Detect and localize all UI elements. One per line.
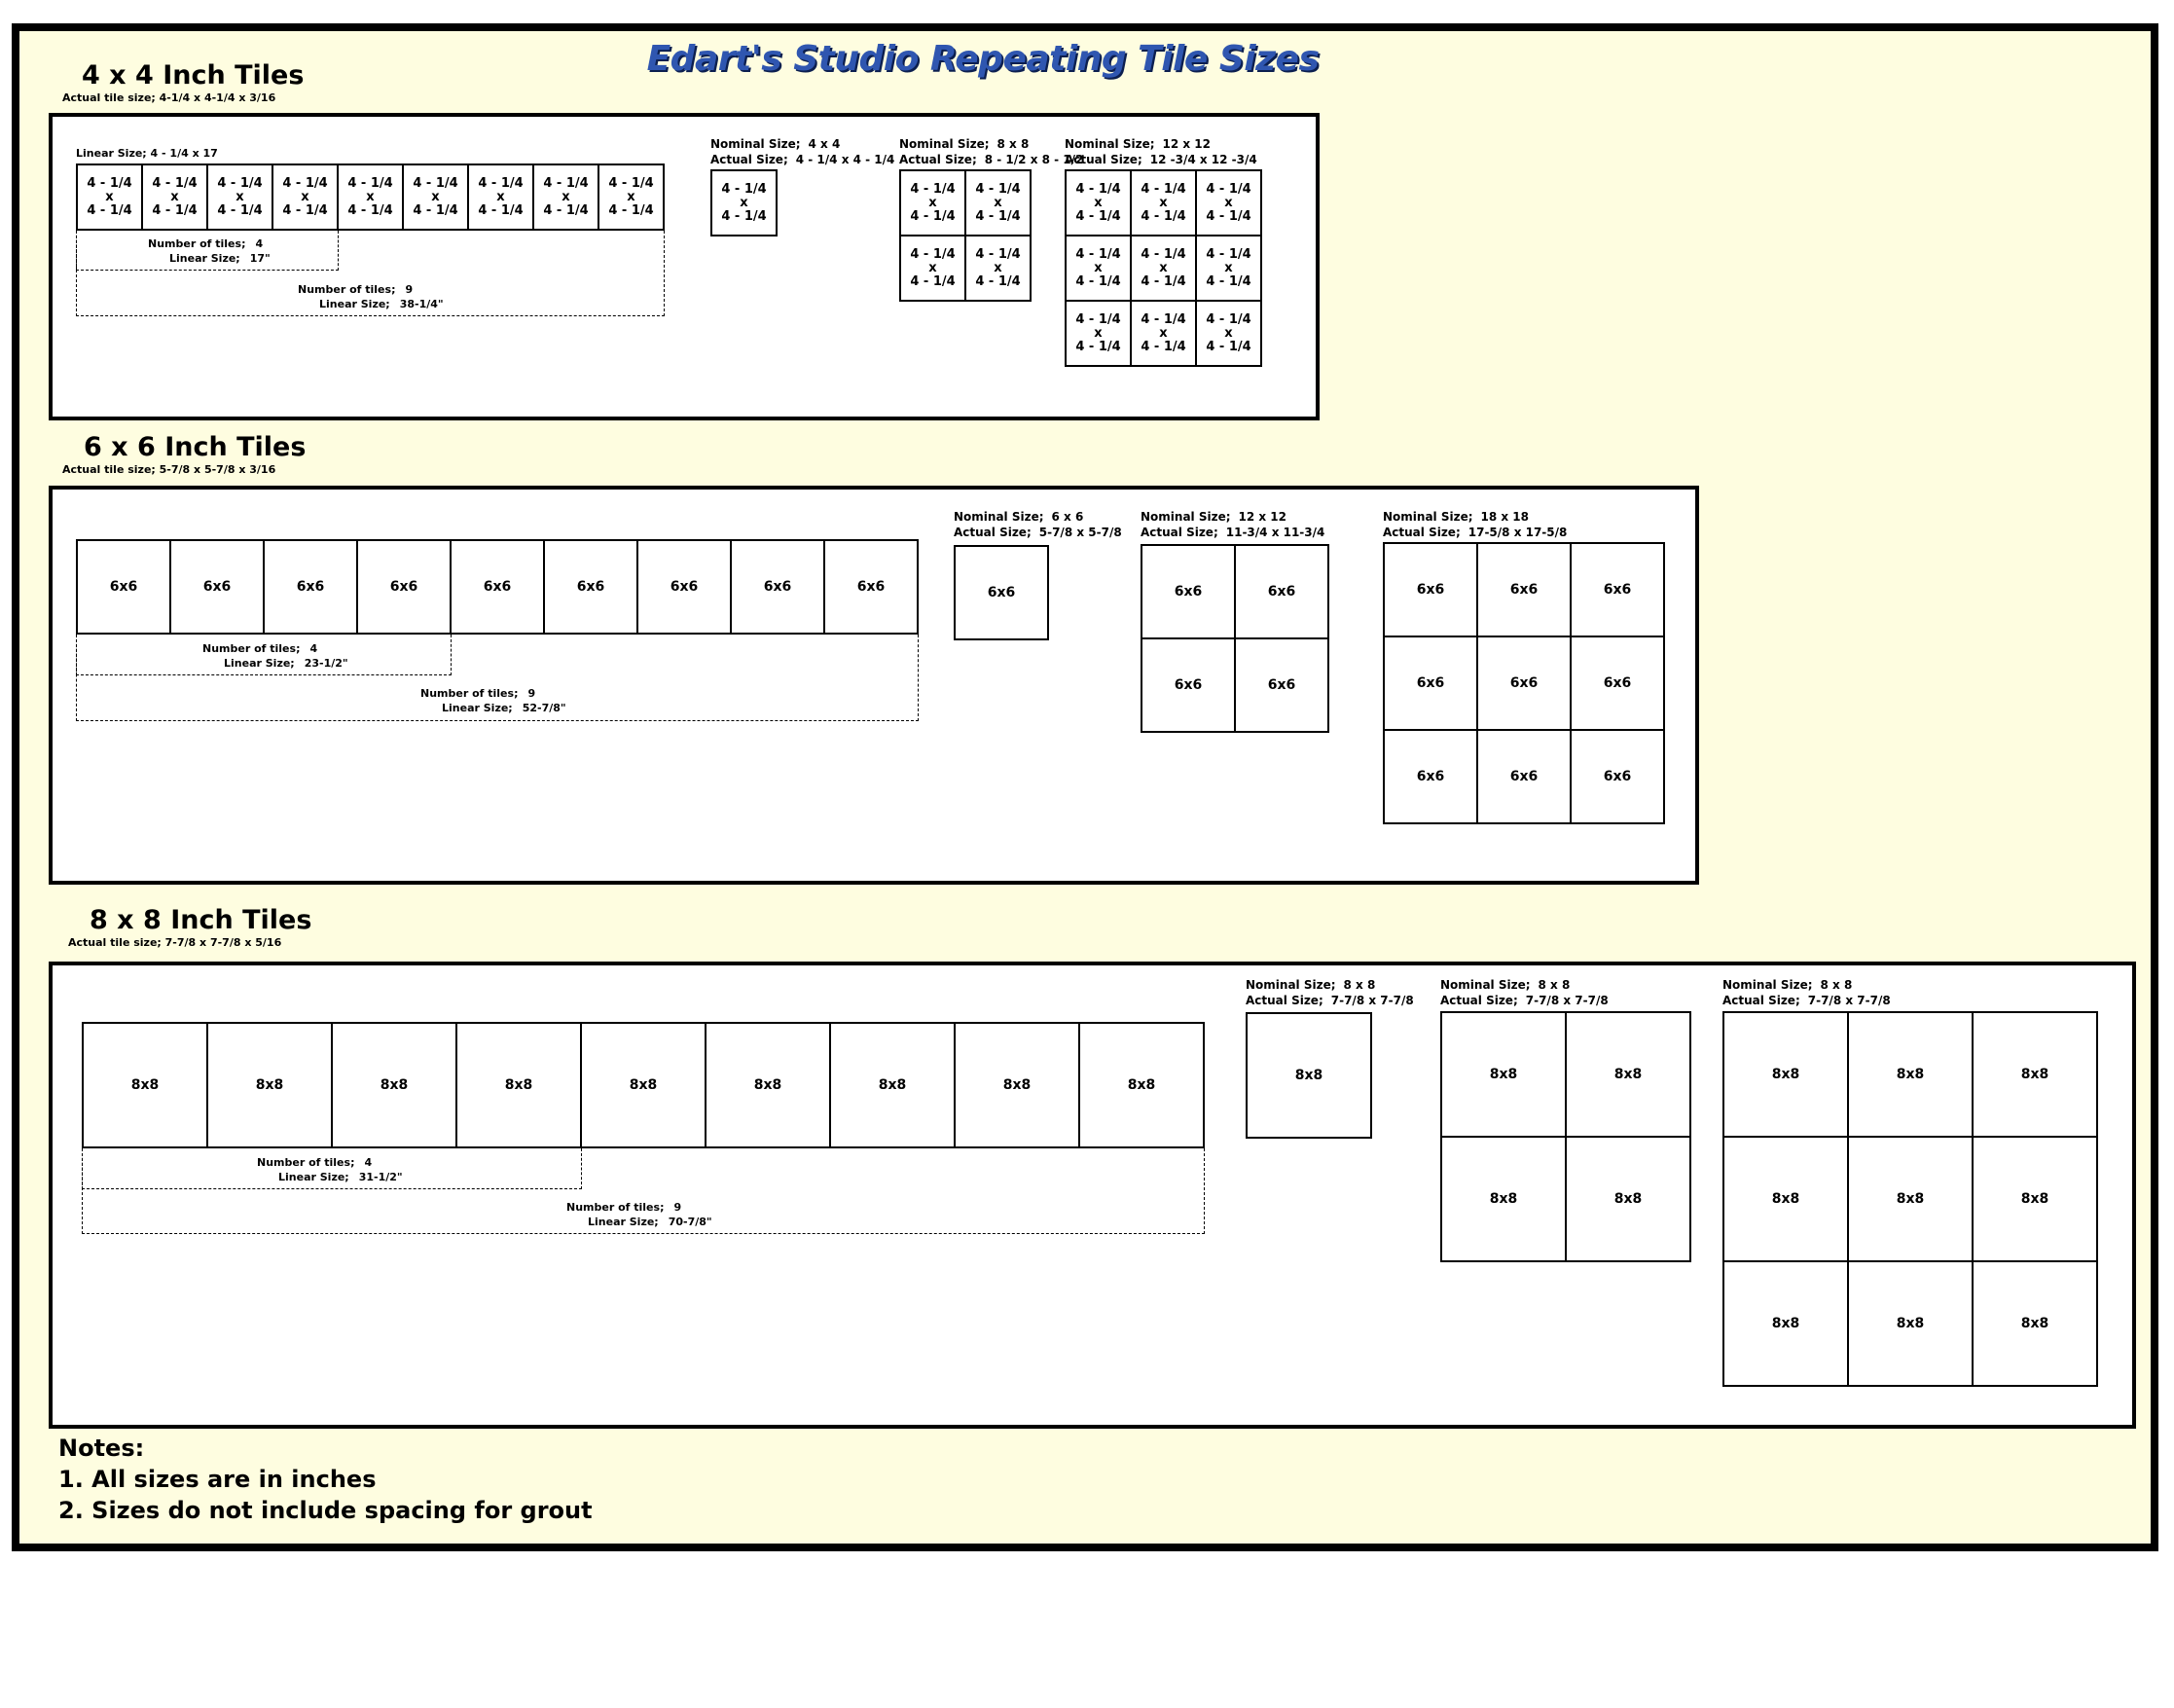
tile-label: 6x6	[1603, 674, 1632, 691]
tile-label: 8x8	[1896, 1315, 1925, 1331]
grid-tile	[1722, 1011, 1849, 1138]
group9-tiles-line	[298, 282, 444, 297]
nominal-label: Nominal Size;	[1065, 137, 1155, 151]
grid-tile	[1570, 636, 1665, 731]
page-title: Edart's Studio Repeating Tile Sizes	[646, 39, 1320, 79]
row-tile	[76, 539, 171, 635]
tile-label: 6x6	[483, 578, 512, 595]
group9-linear-value: 52-7/8"	[522, 702, 566, 714]
grid-tile	[1141, 637, 1236, 733]
tile-label: 4 - 1/4 x 4 - 1/4	[413, 175, 458, 218]
nominal-value: 8 x 8	[996, 137, 1030, 151]
tile-label: 8x8	[380, 1076, 409, 1093]
row-tile	[331, 1022, 457, 1148]
grid-tile	[1141, 544, 1236, 639]
tile-label: 4 - 1/4 x 4 - 1/4	[1206, 246, 1251, 289]
group4-linear-label: Linear Size;	[169, 252, 240, 265]
grid-tile	[1476, 636, 1572, 731]
group4-linear-value: 23-1/2"	[304, 657, 348, 670]
grid-tile	[1847, 1136, 1974, 1262]
tile-label: 4 - 1/4 x 4 - 1/4	[1141, 246, 1186, 289]
nominal-label: Nominal Size;	[954, 510, 1044, 524]
group9-linear-line	[566, 1215, 712, 1229]
nominal-label: Nominal Size;	[1440, 978, 1531, 992]
grid-tile	[1476, 729, 1572, 824]
grid-tile	[710, 169, 778, 236]
group4-info	[148, 236, 271, 266]
group4-linear-label: Linear Size;	[278, 1171, 349, 1183]
row-tile	[263, 539, 358, 635]
square-caption	[1722, 977, 1891, 1008]
section-title-6x6: 6 x 6 Inch Tiles	[84, 432, 307, 462]
nominal-label: Nominal Size;	[1246, 978, 1336, 992]
group4-tiles-line	[148, 236, 271, 251]
actual-line	[1246, 993, 1414, 1008]
grid-tile	[1440, 1136, 1567, 1262]
group4-linear-line	[257, 1170, 403, 1184]
tile-label: 4 - 1/4 x 4 - 1/4	[975, 246, 1021, 289]
actual-label: Actual Size;	[1722, 994, 1800, 1007]
square-caption	[954, 509, 1122, 540]
square-caption	[1246, 977, 1414, 1008]
tile-label: 8x8	[1771, 1190, 1800, 1207]
tile-label: 6x6	[576, 578, 605, 595]
actual-value: 7-7/8 x 7-7/8	[1330, 994, 1414, 1007]
grid-tile	[1195, 300, 1262, 367]
tile-label: 6x6	[1509, 674, 1539, 691]
tile-label: 4 - 1/4 x 4 - 1/4	[87, 175, 132, 218]
group9-linear-label: Linear Size;	[319, 298, 390, 310]
actual-value: 4 - 1/4 x 4 - 1/4	[795, 153, 895, 166]
tile-label: 4 - 1/4 x 4 - 1/4	[478, 175, 524, 218]
row-tile	[823, 539, 919, 635]
group9-linear-value: 38-1/4"	[399, 298, 444, 310]
grid-tile	[1130, 235, 1197, 302]
group9-tiles-value: 9	[405, 283, 414, 296]
actual-line	[954, 525, 1122, 540]
nominal-label: Nominal Size;	[1722, 978, 1813, 992]
group4-linear-line	[202, 656, 348, 671]
row-tile	[206, 1022, 333, 1148]
row-tile	[532, 164, 599, 231]
nominal-line	[954, 509, 1122, 525]
grid-tile	[1565, 1011, 1691, 1138]
actual-label: Actual Size;	[1246, 994, 1323, 1007]
tile-label: 6x6	[1603, 768, 1632, 784]
actual-label: Actual Size;	[1065, 153, 1142, 166]
row-tile	[82, 1022, 208, 1148]
linear-size-caption: Linear Size; 4 - 1/4 x 17	[76, 147, 218, 160]
group4-tiles-line	[257, 1155, 403, 1170]
group4-linear-value: 17"	[249, 252, 271, 265]
grid-tile	[1565, 1136, 1691, 1262]
tile-label: 6x6	[763, 578, 792, 595]
actual-line	[710, 152, 894, 167]
note-item-2: 2. Sizes do not include spacing for grout	[58, 1497, 593, 1524]
row-tile	[829, 1022, 956, 1148]
tile-label: 4 - 1/4 x 4 - 1/4	[347, 175, 393, 218]
grid-tile	[1246, 1012, 1372, 1139]
actual-value: 7-7/8 x 7-7/8	[1525, 994, 1609, 1007]
row-tile	[467, 164, 534, 231]
nominal-line	[710, 136, 894, 152]
group4-tiles-label: Number of tiles;	[148, 237, 246, 250]
nominal-value: 8 x 8	[1343, 978, 1376, 992]
actual-value: 17-5/8 x 17-5/8	[1467, 526, 1568, 539]
tile-label: 4 - 1/4 x 4 - 1/4	[721, 181, 767, 224]
tile-label: 8x8	[1613, 1190, 1643, 1207]
grid-tile	[1847, 1011, 1974, 1138]
tile-label: 8x8	[2020, 1066, 2049, 1082]
tile-label: 6x6	[1267, 583, 1296, 600]
nominal-value: 8 x 8	[1538, 978, 1571, 992]
nominal-line	[1065, 136, 1257, 152]
row-tile	[636, 539, 732, 635]
group4-linear-label: Linear Size;	[224, 657, 295, 670]
tile-label: 8x8	[878, 1076, 907, 1093]
tile-label: 6x6	[1267, 676, 1296, 693]
tile-label: 6x6	[670, 578, 699, 595]
tile-label: 4 - 1/4 x 4 - 1/4	[152, 175, 198, 218]
tile-label: 4 - 1/4 x 4 - 1/4	[282, 175, 328, 218]
tile-label: 4 - 1/4 x 4 - 1/4	[1206, 311, 1251, 354]
grid-tile	[1065, 169, 1132, 236]
group9-tiles-line	[566, 1200, 712, 1215]
row-tile	[705, 1022, 831, 1148]
group9-info	[420, 686, 566, 715]
nominal-value: 4 x 4	[808, 137, 841, 151]
nominal-line	[1722, 977, 1891, 993]
actual-value: 5-7/8 x 5-7/8	[1038, 526, 1122, 539]
nominal-label: Nominal Size;	[1141, 510, 1231, 524]
actual-label: Actual Size;	[710, 153, 788, 166]
tile-label: 4 - 1/4 x 4 - 1/4	[910, 181, 956, 224]
group9-tiles-label: Number of tiles;	[566, 1201, 665, 1214]
group4-info	[257, 1155, 403, 1184]
tile-label: 4 - 1/4 x 4 - 1/4	[1206, 181, 1251, 224]
tile-label: 4 - 1/4 x 4 - 1/4	[1075, 181, 1121, 224]
grid-tile	[1383, 729, 1478, 824]
tile-label: 8x8	[2020, 1190, 2049, 1207]
actual-label: Actual Size;	[1141, 526, 1218, 539]
grid-tile	[954, 545, 1049, 640]
tile-label: 8x8	[1489, 1190, 1518, 1207]
row-tile	[402, 164, 469, 231]
tile-label: 8x8	[1613, 1066, 1643, 1082]
row-tile	[76, 164, 143, 231]
grid-tile	[1130, 300, 1197, 367]
square-caption	[899, 136, 1083, 167]
tile-label: 6x6	[389, 578, 418, 595]
tile-label: 8x8	[1294, 1067, 1323, 1083]
tile-label: 6x6	[1603, 581, 1632, 598]
tile-label: 6x6	[1509, 581, 1539, 598]
nominal-label: Nominal Size;	[710, 137, 801, 151]
tile-label: 8x8	[1771, 1315, 1800, 1331]
group4-tiles-label: Number of tiles;	[202, 642, 301, 655]
group9-linear-label: Linear Size;	[588, 1216, 659, 1228]
nominal-line	[1246, 977, 1414, 993]
tile-label: 8x8	[1771, 1066, 1800, 1082]
tile-label: 8x8	[1002, 1076, 1032, 1093]
nominal-value: 6 x 6	[1051, 510, 1084, 524]
tile-label: 4 - 1/4 x 4 - 1/4	[910, 246, 956, 289]
tile-label: 4 - 1/4 x 4 - 1/4	[1075, 311, 1121, 354]
note-item-1: 1. All sizes are in inches	[58, 1466, 377, 1493]
actual-value: 11-3/4 x 11-3/4	[1225, 526, 1325, 539]
tile-label: 8x8	[1896, 1190, 1925, 1207]
row-tile	[954, 1022, 1080, 1148]
actual-label: Actual Size;	[899, 153, 977, 166]
tile-label: 8x8	[753, 1076, 782, 1093]
actual-line	[899, 152, 1083, 167]
tile-label: 8x8	[1127, 1076, 1156, 1093]
group9-info	[566, 1200, 712, 1229]
group4-tiles-value: 4	[255, 237, 264, 250]
grid-tile	[899, 235, 966, 302]
actual-line	[1141, 525, 1324, 540]
actual-line	[1440, 993, 1609, 1008]
tile-label: 6x6	[109, 578, 138, 595]
grid-tile	[1234, 544, 1329, 639]
nominal-label: Nominal Size;	[899, 137, 990, 151]
grid-tile	[1383, 636, 1478, 731]
tile-label: 8x8	[629, 1076, 658, 1093]
square-caption	[1440, 977, 1609, 1008]
tile-label: 6x6	[1509, 768, 1539, 784]
grid-tile	[1130, 169, 1197, 236]
tile-label: 6x6	[1174, 676, 1203, 693]
grid-tile	[1972, 1011, 2098, 1138]
actual-line	[1722, 993, 1891, 1008]
tile-label: 6x6	[296, 578, 325, 595]
row-tile	[543, 539, 638, 635]
grid-tile	[1065, 300, 1132, 367]
tile-label: 6x6	[1416, 768, 1445, 784]
tile-label: 6x6	[856, 578, 886, 595]
row-tile	[169, 539, 265, 635]
row-tile	[337, 164, 404, 231]
grid-tile	[1847, 1260, 1974, 1387]
square-caption	[1065, 136, 1257, 167]
tile-label: 4 - 1/4 x 4 - 1/4	[1141, 181, 1186, 224]
grid-tile	[964, 235, 1032, 302]
group9-tiles-line	[420, 686, 566, 701]
row-tile	[206, 164, 273, 231]
grid-tile	[1440, 1011, 1567, 1138]
grid-tile	[964, 169, 1032, 236]
group4-tiles-label: Number of tiles;	[257, 1156, 355, 1169]
notes-heading: Notes:	[58, 1435, 145, 1462]
row-tile	[598, 164, 665, 231]
row-tile	[356, 539, 452, 635]
tile-label: 6x6	[1416, 674, 1445, 691]
group4-tiles-value: 4	[309, 642, 318, 655]
group4-info	[202, 641, 348, 671]
actual-value: 7-7/8 x 7-7/8	[1807, 994, 1891, 1007]
section-title-4x4: 4 x 4 Inch Tiles	[82, 60, 305, 91]
group9-linear-label: Linear Size;	[442, 702, 513, 714]
tile-label: 4 - 1/4 x 4 - 1/4	[608, 175, 654, 218]
actual-line	[1383, 525, 1567, 540]
group4-tiles-value: 4	[364, 1156, 373, 1169]
tile-label: 8x8	[2020, 1315, 2049, 1331]
tile-label: 6x6	[987, 584, 1016, 600]
nominal-line	[1383, 509, 1567, 525]
tile-label: 4 - 1/4 x 4 - 1/4	[543, 175, 589, 218]
tile-label: 4 - 1/4 x 4 - 1/4	[975, 181, 1021, 224]
tile-label: 8x8	[1489, 1066, 1518, 1082]
row-tile	[580, 1022, 707, 1148]
grid-tile	[1476, 542, 1572, 637]
row-tile	[730, 539, 825, 635]
section-title-8x8: 8 x 8 Inch Tiles	[90, 905, 312, 935]
grid-tile	[1065, 235, 1132, 302]
actual-value: 8 - 1/2 x 8 - 1/2	[984, 153, 1084, 166]
group9-linear-line	[420, 701, 566, 715]
actual-label: Actual Size;	[954, 526, 1032, 539]
grid-tile	[1383, 542, 1478, 637]
nominal-value: 18 x 18	[1480, 510, 1530, 524]
group9-tiles-label: Number of tiles;	[298, 283, 396, 296]
grid-tile	[1722, 1136, 1849, 1262]
row-tile	[141, 164, 208, 231]
row-tile	[1078, 1022, 1205, 1148]
grid-tile	[1195, 169, 1262, 236]
nominal-label: Nominal Size;	[1383, 510, 1473, 524]
actual-label: Actual Size;	[1383, 526, 1461, 539]
tile-label: 8x8	[504, 1076, 533, 1093]
section-subtitle-4x4: Actual tile size; 4-1/4 x 4-1/4 x 3/16	[62, 91, 276, 104]
square-caption	[1141, 509, 1324, 540]
tile-label: 4 - 1/4 x 4 - 1/4	[1141, 311, 1186, 354]
actual-line	[1065, 152, 1257, 167]
notes-block	[58, 1433, 593, 1526]
nominal-line	[1440, 977, 1609, 993]
section-subtitle-6x6: Actual tile size; 5-7/8 x 5-7/8 x 3/16	[62, 463, 276, 476]
group9-tiles-value: 9	[673, 1201, 682, 1214]
tile-label: 8x8	[1896, 1066, 1925, 1082]
group9-info	[298, 282, 444, 311]
tile-label: 4 - 1/4 x 4 - 1/4	[1075, 246, 1121, 289]
row-tile	[272, 164, 339, 231]
group9-tiles-value: 9	[527, 687, 536, 700]
tile-label: 6x6	[1174, 583, 1203, 600]
grid-tile	[1570, 542, 1665, 637]
square-caption	[1383, 509, 1567, 540]
tile-label: 4 - 1/4 x 4 - 1/4	[217, 175, 263, 218]
tile-label: 8x8	[255, 1076, 284, 1093]
nominal-line	[899, 136, 1083, 152]
actual-label: Actual Size;	[1440, 994, 1518, 1007]
group9-tiles-label: Number of tiles;	[420, 687, 519, 700]
nominal-value: 12 x 12	[1162, 137, 1212, 151]
row-tile	[450, 539, 545, 635]
tile-label: 6x6	[1416, 581, 1445, 598]
grid-tile	[1195, 235, 1262, 302]
grid-tile	[1972, 1136, 2098, 1262]
square-caption	[710, 136, 894, 167]
grid-tile	[1722, 1260, 1849, 1387]
nominal-value: 12 x 12	[1238, 510, 1287, 524]
group4-linear-line	[148, 251, 271, 266]
row-tile	[455, 1022, 582, 1148]
grid-tile	[1972, 1260, 2098, 1387]
tile-label: 6x6	[202, 578, 232, 595]
nominal-value: 8 x 8	[1820, 978, 1853, 992]
nominal-line	[1141, 509, 1324, 525]
tile-label: 8x8	[130, 1076, 160, 1093]
group4-linear-value: 31-1/2"	[358, 1171, 403, 1183]
actual-value: 12 -3/4 x 12 -3/4	[1149, 153, 1257, 166]
grid-tile	[1570, 729, 1665, 824]
grid-tile	[1234, 637, 1329, 733]
group4-tiles-line	[202, 641, 348, 656]
section-subtitle-8x8: Actual tile size; 7-7/8 x 7-7/8 x 5/16	[68, 936, 282, 949]
group9-linear-line	[298, 297, 444, 311]
grid-tile	[899, 169, 966, 236]
group9-linear-value: 70-7/8"	[668, 1216, 712, 1228]
